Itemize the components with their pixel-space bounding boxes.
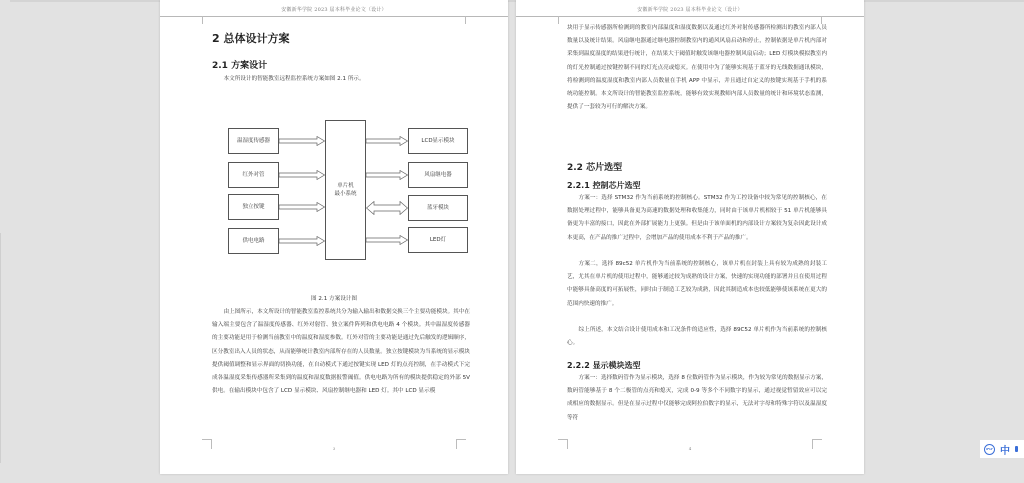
mcu-min-system-box (325, 120, 366, 260)
system-block-diagram (160, 0, 508, 300)
section-title-2-2-1: 2.2.1 控制芯片选型 (567, 181, 641, 190)
ime-punctuation-icon[interactable] (1015, 446, 1018, 452)
mcu-label-line2: 最小系统 (334, 191, 357, 197)
display-option1-paragraph: 方案一：选择数码管作为显示模块，选择 8 位数码管作为显示模块，作为较为常见的数据显示方案，数码管能够基于 8 个二极管的点亮和熄灭，完成 0-9 等多个不同数字的显示，通过视觉暂留效应可以完成相应的数据显示。但是在显示过程中仅能够完成阿拉伯数字的显示，无法对字母和特殊字符以及温湿度等符 (567, 375, 827, 421)
ifly-ime-logo-icon[interactable]: iFLY (984, 444, 995, 455)
arrow-right-icon (279, 136, 325, 146)
input-box-power-circuit: 供电电路 (228, 228, 279, 254)
header-rule (516, 16, 864, 17)
mcu-label-line1: 单片机 (337, 183, 354, 189)
arrow-right-icon (366, 170, 408, 180)
crop-mark (558, 16, 559, 24)
arrow-right-icon (366, 136, 408, 146)
page-3 (160, 0, 508, 474)
intro-paragraph: 本文所设计的智能教室远程监控系统方案如图 2.1 所示。 (223, 76, 365, 82)
option1-paragraph: 方案一：选择 STM32 作为当前系统的控制核心。STM32 作为工控设备中较为常见的控制核心，在数据处理过程中，能够具备更为高速的数据处理和收集能力，同时由于该单片机相较于 51 单片机能够具备更为丰富的接口，因此在外部扩展能力上更强。但是由于该单面机的内部设计方案较为复杂因此设计成本更高，在产品的推广过程中，会增加产品的使用成本不利于产品的推广。 (567, 195, 827, 241)
option2-paragraph: 方案二，选择 89c52 单片机作为当前系统的控制核心，该单片机在封装上具有较为成熟的封装工艺，尤其在单片机的使用过程中，能够通过较为成熟的设计方案，快速的实现功能的部署并且在使用过程中能够具备高度的可拓展性，同时由于制造工艺较为成熟，因此其制造成本也较低能够使该系统在更大的范围内快速的推广。 (567, 261, 827, 307)
arrow-right-icon (279, 236, 325, 246)
body-paragraph: 由上图所示，本文所设计的智能教室监控系统共分为输入输出和数据交换三个主要功能模块。其中在输入端主要包含了温湿度传感器、红外对射管、独立案件阵列和供电电路 4 个模块。其中温湿度传感器的主要功能是用于检测当前教室中的温度和湿度参数。红外对管的主要功能是通过先后触发的逻辑顺序，区分教室出入人员的状态，从而能够统计教室内部所存在的人员数量。独立按键模块为当系统的显示模块提供阈值调整和显示界面的切换功能，在自动模式下通过按键实现 LED 灯的点亮控制，在手动模式下完成各温湿度采集传感器所采集到的温度和湿度数据报警阈值。供电电路为所有的模块提供稳定的外部 5V 供电。在输出模块中包含了 LCD 显示模块、风扇控制继电器和 LED 灯。其中 LCD 显示模 (212, 309, 470, 395)
output-box-bluetooth: 蓝牙模块 (408, 195, 468, 221)
input-box-infrared-pair: 红外对管 (228, 162, 279, 188)
page-header: 安徽新华学院 2023 届本科毕业论文（设计） (281, 7, 387, 13)
output-box-lcd: LCD显示模块 (408, 128, 468, 154)
output-box-led: LED灯 (408, 227, 468, 253)
page-header: 安徽新华学院 2023 届本科毕业论文（设计） (637, 7, 743, 13)
ime-language-toggle[interactable]: 中 (1000, 445, 1010, 457)
figure-caption: 图 2.1 方案设计图 (310, 296, 357, 302)
continued-paragraph: 块用于显示传感器所检测到的教室内部温度和湿度数据以及通过红外对射传感器所检测出的教室内部人员数量以及统计结果。风扇继电器通过继电器控制教室内的通风风扇启动和停止，控制依据是单片机内部对采集到温度湿度的结果进行统计，在结果大于阈值时触发该继电器控制风扇启动；LED 灯模块模拟教室内的灯光控制通过按键控制不同的灯光点亮或熄灭。在使用中为了能够实现基于蓝牙的无线数据通讯模块，将检测到的温度湿度和教室内部人员数量在手机 APP 中显示，并且通过自定义的按键实现基于手机的系统功能控制。本文所设计的智能教室监控系统，能够有效实现教师内部人员数量的统计和环境状态监测，提供了一套较为可行的解决方案。 (567, 25, 827, 111)
input-box-temp-humidity-sensor: 温湿度传感器 (228, 128, 279, 154)
section-title-2-2-2: 2.2.2 显示模块选型 (567, 361, 641, 370)
section-title-2-1: 2.1 方案设计 (212, 61, 268, 71)
left-edge-rule (0, 233, 1, 463)
page-4 (516, 0, 864, 474)
input-box-buttons: 独立按键 (228, 194, 279, 220)
arrow-right-icon (279, 202, 325, 212)
page-number: 3 (332, 446, 336, 451)
page-number: 4 (688, 446, 692, 451)
section-title-2-2: 2.2 芯片选型 (567, 163, 623, 173)
output-box-fan-relay: 风扇继电器 (408, 162, 468, 188)
arrow-right-icon (366, 235, 408, 245)
summary-paragraph: 综上所述，本文结合设计使用成本和工况条件的适应性，选择 89C52 单片机作为当前系统的控制核心。 (567, 327, 827, 347)
arrow-bidirectional-icon (366, 201, 408, 215)
ime-status-bar[interactable] (980, 440, 1024, 458)
arrow-right-icon (279, 170, 325, 180)
chapter-title: 2 总体设计方案 (212, 32, 290, 45)
